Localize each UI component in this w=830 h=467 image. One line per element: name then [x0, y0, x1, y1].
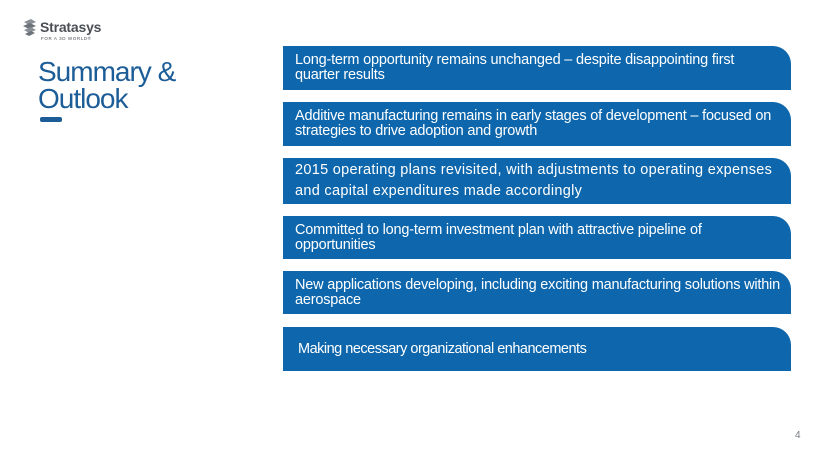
- logo-wordmark: Stratasys: [40, 19, 102, 35]
- summary-item: Long-term opportunity remains unchanged – despite disappointing first quarter results: [283, 46, 791, 90]
- stratasys-mark-icon: [22, 19, 38, 37]
- summary-item: Additive manufacturing remains in early stages of development – focused on strategies to drive adoption and growth: [283, 102, 791, 146]
- summary-item: Making necessary organizational enhancements: [283, 327, 791, 371]
- logo-tagline: FOR A 3D WORLD®: [41, 36, 92, 41]
- title-accent-bar: [40, 117, 62, 122]
- stratasys-logo: [22, 16, 112, 46]
- slide-title: Summary & Outlook: [38, 56, 176, 114]
- summary-item: Committed to long-term investment plan with attractive pipeline of opportunities: [283, 216, 791, 259]
- page-number: 4: [795, 430, 801, 441]
- summary-item: New applications developing, including exciting manufacturing solutions within aerospace: [283, 271, 791, 314]
- summary-item: 2015 operating plans revisited, with adjustments to operating expenses and capital expenditures made accordingly: [283, 158, 791, 204]
